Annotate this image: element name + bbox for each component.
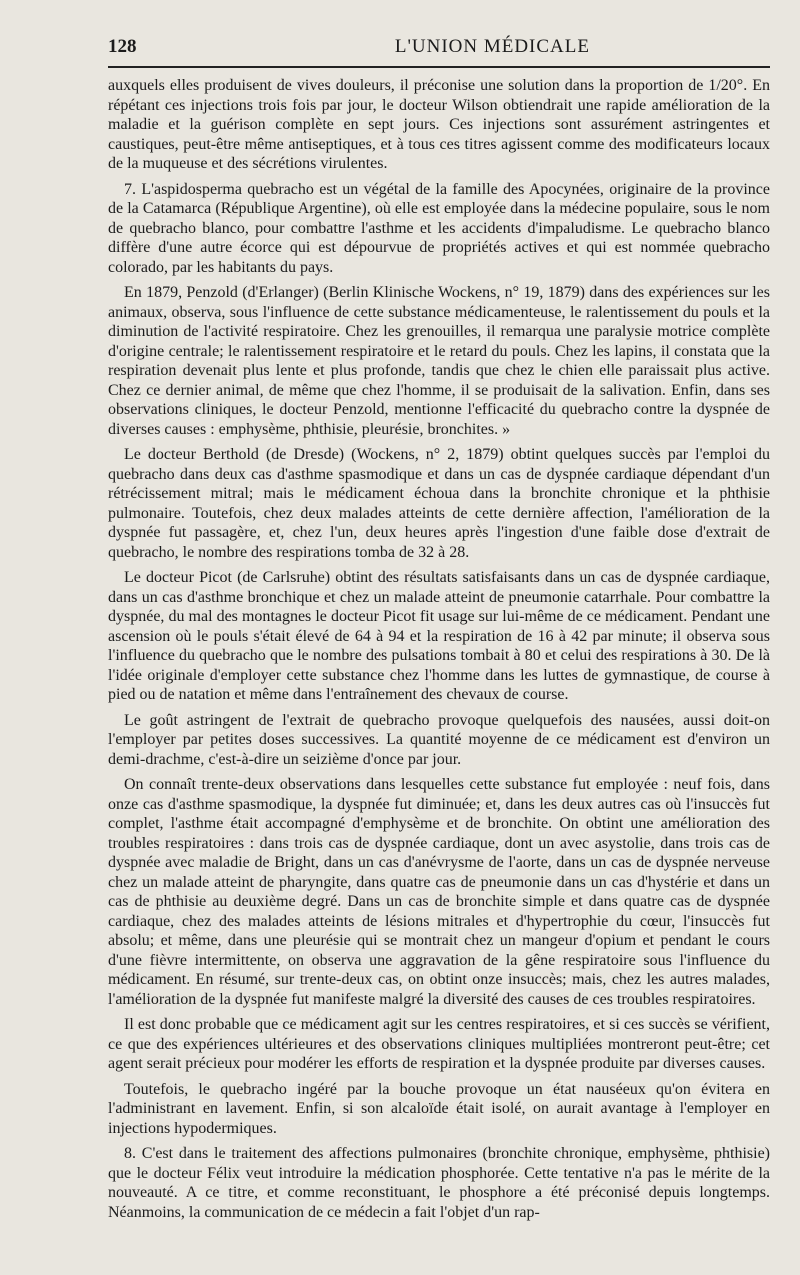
paragraph: auxquels elles produisent de vives douleurs, il préconise une solution dans la proportion de 1/20°. En répétant ces injections trois fois par jour, le docteur Wilson obtiendrait une rapide amélioration de la maladie et la guérison complète en sept jours. Ces injections sont assurément astringentes et caustiques, peut-être même antiseptiques, et à tous ces titres agissent comme des modificateurs locaux de la muqueuse et des sécrétions virulentes.: [108, 77, 770, 172]
paragraph: On connaît trente-deux observations dans lesquelles cette substance fut employée : neuf fois, dans onze cas d'asthme spasmodique, la dyspnée fut diminuée; et, dans les deux autres cas où l'insuccès fut complet, l'asthme était accompagné d'emphysème et de bronchite. On obtint une amélioration des troubles respiratoires : dans trois cas de dyspnée cardiaque, dont un avec asystolie, dans trois cas de dyspnée avec maladie de Bright, dans un cas d'anévrysme de l'aorte, dans un cas de dyspnée nerveuse chez un malade atteint de pharyngite, dans quatre cas de pneumonie dans un cas d'hystérie et dans un cas de phthisie au deuxième degré. Dans un cas de bronchite simple et dans quatre cas de dyspnée cardiaque, chez des malades atteints de lésions mitrales et d'hypertrophie du cœur, l'insuccès fut absolu; et même, dans une pleurésie qui se montrait chez un mangeur d'opium et pendant le cours d'une fièvre intermittente, on observa une aggravation de la gêne respiratoire sous l'influence du médicament. En résumé, sur trente-deux cas, on obtint onze insuccès; mais, chez les autres malades, l'amélioration de la dyspnée fut manifeste malgré la diversité des causes de ces troubles respiratoires.: [108, 776, 770, 1008]
paragraph: En 1879, Penzold (d'Erlanger) (Berlin Klinische Wockens, n° 19, 1879) dans des expériences sur les animaux, observa, sous l'influence de cette substance médicamenteuse, le ralentissement du pouls et la diminution de l'activité respiratoire. Chez les grenouilles, il remarqua une paralysie motrice complète d'origine centrale; le ralentissement respiratoire et le retard du pouls. Chez les lapins, il constata que la respiration devenait plus lente et plus profonde, tandis que chez le chien elle paraissait plus active. Chez ce dernier animal, de même que chez l'homme, il se produisait de la salivation. Enfin, dans ses observations cliniques, le docteur Penzold, mentionne l'efficacité du quebracho contre la dyspnée de diverses causes : emphysème, phthisie, pleurésie, bronchites. »: [108, 284, 770, 438]
header-rule: [108, 66, 770, 68]
paragraph: 7. L'aspidosperma quebracho est un végétal de la famille des Apocynées, originaire de la province de la Catamarca (République Argentine), où elle est employée dans la médecine populaire, sous le nom de quebracho blanco, pour combattre l'asthme et les accidents d'impaludisme. Le quebracho blanco diffère d'une autre écorce qui est dépourvue de propriétés actives et qui est nommée quebracho colorado, par les habitants du pays.: [108, 180, 770, 276]
paragraph: 8. C'est dans le traitement des affections pulmonaires (bronchite chronique, emphysème, phthisie) que le docteur Félix veut introduire la médication phosphorée. Cette tentative n'a pas le mérite de la nouveauté. A ce titre, et comme reconstituant, le phosphore a été préconisé depuis longtemps. Néanmoins, la communication de ce médecin a fait l'objet d'un rap-: [108, 1145, 770, 1221]
paragraph: Le docteur Berthold (de Dresde) (Wockens, n° 2, 1879) obtint quelques succès par l'emploi du quebracho dans deux cas d'asthme spasmodique et dans un cas de dyspnée cardiaque dépendant d'un rétrécissement mitral; mais le médicament échoua dans la bronchite chronique et la phthisie pulmonaire. Toutefois, chez deux malades atteints de cette dernière affection, l'amélioration de la dyspnée fut passagère, et, chez l'un, deux heures après l'ingestion d'une faible dose d'extrait de quebracho, le nombre des respirations tomba de 32 à 28.: [108, 446, 770, 561]
paragraph: Toutefois, le quebracho ingéré par la bouche provoque un état nauséeux qu'on évitera en l'administrant en lavement. Enfin, si son alcaloïde était isolé, on aurait avantage à l'employer en injections hypodermiques.: [108, 1080, 770, 1137]
running-title: L'UNION MÉDICALE: [394, 36, 590, 57]
paragraph: Le goût astringent de l'extrait de quebracho provoque quelquefois des nausées, aussi doit-on l'employer par petites doses successives. La quantité moyenne de ce médicament est d'environ un demi-drachme, c'est-à-dire un seizième d'once par jour.: [108, 711, 770, 768]
paragraph: Le docteur Picot (de Carlsruhe) obtint des résultats satisfaisants dans un cas de dyspnée cardiaque, dans un cas d'asthme bronchique et chez un malade atteint de pneumonie catarrhale. Pour combattre la dyspnée, du mal des montagnes le docteur Picot fit usage sur lui-même de ce médicament. Pendant une ascension où le pouls s'était élevé de 64 à 94 et la respiration de 16 à 42 par minute; il observa sous l'influence du quebracho que le nombre des pulsations tombait à 80 et celui des respirations à 30. De là l'idée originale d'employer cette substance chez l'homme dans les luttes de gymnastique, de course à pied ou de natation et même dans l'entraînement des chevaux de course.: [108, 569, 770, 703]
body-text: [108, 76, 770, 1222]
page-number: 128: [108, 36, 137, 57]
page-header: [108, 36, 590, 58]
paragraph: Il est donc probable que ce médicament agit sur les centres respiratoires, et si ces succès se vérifient, ce que des expériences ultérieures et des observations cliniques multipliées montreront peut-être; cet agent serait précieux pour modérer les efforts de respiration et la dyspnée produite par diverses causes.: [108, 1016, 770, 1072]
